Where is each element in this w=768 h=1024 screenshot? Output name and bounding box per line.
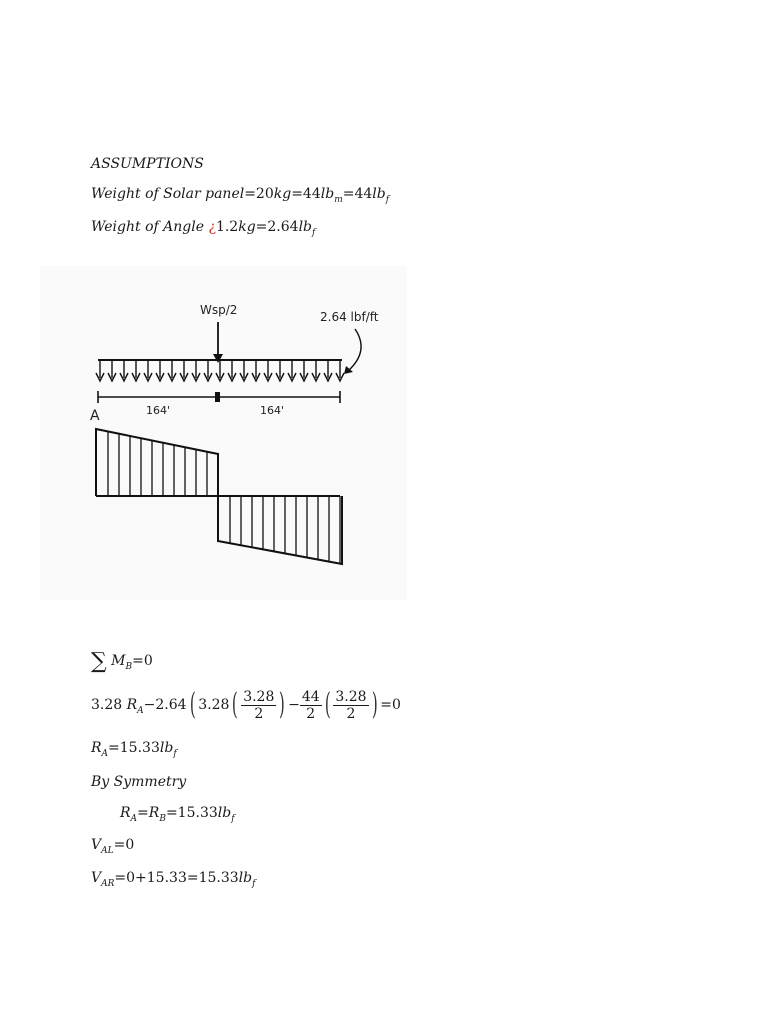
ra-r: R — [91, 740, 102, 756]
paren-close-3: ) — [371, 687, 378, 722]
dist-load-label: 2.64 lbf/ft — [320, 310, 379, 324]
var-sub: AR — [101, 879, 115, 889]
val-rhs: =0 — [113, 837, 135, 853]
sym-val: =15.33 — [165, 805, 218, 821]
fraction-3 — [333, 689, 368, 722]
span-left-label: 164' — [146, 404, 171, 417]
paren-close-2: ) — [279, 687, 286, 722]
fraction-1-den: 2 — [254, 705, 264, 722]
var-v: V — [91, 870, 102, 886]
angle-eq: =2.64 — [255, 219, 299, 235]
span-right-label: 164' — [260, 404, 285, 417]
fraction-3-num: 3.28 — [335, 688, 367, 705]
paren-open-3: ( — [324, 687, 331, 722]
angle-val: 1.2 — [215, 219, 239, 235]
shear-ar-equation — [91, 869, 255, 893]
moment-sub: B — [125, 662, 133, 672]
paren-open-1: ( — [189, 687, 196, 722]
fraction-1-num: 3.28 — [243, 688, 275, 705]
fraction-3-den: 2 — [346, 705, 356, 722]
moment-rhs: =0 — [132, 653, 153, 669]
beam-shear-diagram — [40, 266, 407, 600]
eq-minus1: −2.64 — [143, 697, 187, 713]
eq-coef: 3.28 — [91, 697, 123, 713]
ra-val: =15.33 — [108, 740, 160, 756]
val-v: V — [91, 837, 102, 853]
paren-open-2: ( — [232, 687, 239, 722]
support-a-label: A — [90, 408, 100, 424]
eq-ra-sub: A — [137, 706, 144, 716]
solar-kg: kg — [273, 186, 292, 202]
eq-rhs: =0 — [380, 697, 401, 713]
fraction-1 — [241, 689, 276, 722]
var-rhs: =0+15.33=15.33 — [114, 870, 239, 886]
sym-r2: R — [148, 805, 160, 821]
ra-lb: lb — [159, 740, 174, 756]
moment-m: M — [111, 653, 126, 669]
sym-lb-f: f — [231, 814, 235, 824]
solar-eq: =20 — [244, 186, 274, 202]
val-sub: AL — [101, 846, 114, 856]
var-lb-f: f — [252, 879, 256, 889]
solar-lb-f: f — [385, 195, 390, 205]
solar-eq2: =44 — [291, 186, 321, 202]
assumptions-heading: ASSUMPTIONS — [91, 156, 204, 172]
ra-sub: A — [101, 749, 109, 759]
eq-ra: R — [126, 697, 138, 713]
angle-lb-f: f — [312, 228, 316, 238]
point-load-label: Wsp/2 — [200, 303, 238, 317]
sym-s2: B — [159, 814, 166, 824]
eq-minus2: − — [288, 697, 300, 713]
ra-lb-f: f — [173, 749, 177, 759]
fraction-2-den: 2 — [306, 705, 316, 722]
solar-eq3: =44 — [342, 186, 373, 202]
shear-positive-region — [96, 429, 218, 496]
sym-eq: = — [137, 805, 149, 821]
sym-lb: lb — [217, 805, 232, 821]
point-load-arrow-head — [213, 354, 223, 363]
angle-kg: kg — [238, 219, 256, 235]
sym-r1: R — [120, 805, 131, 821]
symmetry-equation — [120, 804, 235, 828]
ra-result — [91, 739, 177, 763]
sym-s1: A — [130, 814, 138, 824]
solar-lb: lb — [320, 186, 335, 202]
angle-lb: lb — [298, 219, 313, 235]
fraction-2 — [300, 689, 322, 722]
shear-al-equation — [91, 836, 134, 860]
shear-hatching — [108, 431, 340, 563]
angle-weight-line — [91, 218, 315, 242]
dist-load-callout — [348, 329, 361, 371]
solar-lb-m: m — [334, 195, 343, 205]
solar-lb2: lb — [372, 186, 386, 202]
fraction-2-num: 44 — [301, 688, 320, 705]
var-lb: lb — [238, 870, 253, 886]
solar-label: Weight of Solar panel — [91, 186, 245, 202]
dimension-tick-mid — [215, 392, 220, 402]
shear-negative-region — [218, 496, 342, 564]
sigma-symbol: ∑ — [91, 649, 107, 674]
eq-inner: 3.28 — [198, 697, 230, 713]
beam-svg — [40, 266, 407, 600]
distributed-load-arrows — [96, 360, 344, 381]
angle-glyph: ¿ — [208, 219, 216, 235]
solar-panel-weight-line — [91, 185, 389, 209]
reaction-moment-equation — [91, 687, 401, 729]
angle-label: Weight of Angle — [91, 219, 204, 235]
by-symmetry: By Symmetry — [91, 774, 187, 790]
moment-equation — [91, 649, 153, 676]
